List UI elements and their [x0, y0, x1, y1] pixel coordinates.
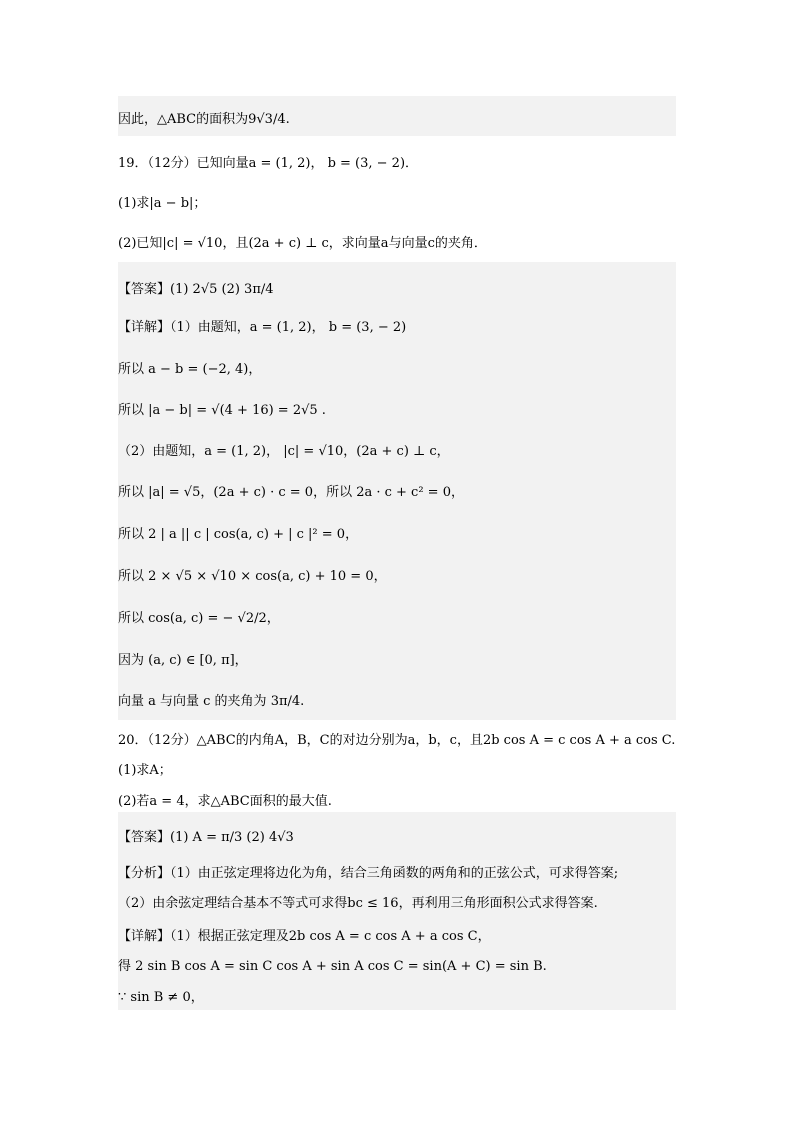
- q19-detail-7: 所以 2 × √5 × √10 × cos(a, c) + 10 = 0，: [118, 568, 387, 584]
- question-20: 20．（12分）△ABC的内角A，B，C的对边分别为a，b，c，且2b cos A = c cos A + a cos C.: [118, 732, 676, 748]
- q20-part-1: (1)求A；: [118, 762, 172, 778]
- q19-detail-10: 向量 a 与向量 c 的夹角为 3π/4.: [118, 693, 305, 709]
- q19-part-1: (1)求|a − b|；: [118, 195, 207, 211]
- q19-detail-9: 因为 (a, c) ∈ [0, π]，: [118, 652, 248, 668]
- q19-answer: 【答案】(1) 2√5 (2) 3π/4: [118, 281, 274, 297]
- q20-answer: 【答案】(1) A = π/3 (2) 4√3: [118, 829, 294, 845]
- q20-detail-1: 【详解】（1）根据正弦定理及2b cos A = c cos A + a cos C，: [118, 928, 491, 944]
- text-line: 因此，△ABC的面积为9√3/4.: [118, 111, 290, 127]
- q20-part-2: (2)若a = 4，求△ABC面积的最大值.: [118, 793, 332, 809]
- q19-detail-2: 所以 a − b = (−2, 4)，: [118, 361, 262, 377]
- q19-detail-1: 【详解】（1）由题知，a = (1, 2)， b = (3, − 2): [118, 319, 407, 335]
- question-19: 19．（12分）已知向量a = (1, 2)， b = (3, − 2)．: [118, 155, 419, 171]
- q20-detail-2: 得 2 sin B cos A = sin C cos A + sin A cos C = sin(A + C) = sin B.: [118, 958, 547, 974]
- q20-analysis-2: （2）由余弦定理结合基本不等式可求得bc ≤ 16，再利用三角形面积公式求得答案.: [118, 895, 598, 911]
- q19-detail-3: 所以 |a − b| = √(4 + 16) = 2√5 .: [118, 402, 326, 418]
- q19-detail-8: 所以 cos(a, c) = − √2/2，: [118, 610, 280, 626]
- q20-detail-3: ∵ sin B ≠ 0，: [118, 989, 204, 1005]
- q19-part-2: (2)已知|c| = √10，且(2a + c) ⊥ c，求向量a与向量c的夹角．: [118, 235, 487, 251]
- q20-analysis-1: 【分析】（1）由正弦定理将边化为角，结合三角函数的两角和的正弦公式，可求得答案;: [118, 865, 619, 881]
- q19-detail-6: 所以 2 | a || c | cos(a, c) + | c |² = 0，: [118, 526, 359, 542]
- q19-detail-5: 所以 |a| = √5，(2a + c) · c = 0，所以 2a · c + c² = 0，: [118, 484, 464, 500]
- q19-detail-4: （2）由题知，a = (1, 2)， |c| = √10，(2a + c) ⊥ c，: [118, 443, 450, 459]
